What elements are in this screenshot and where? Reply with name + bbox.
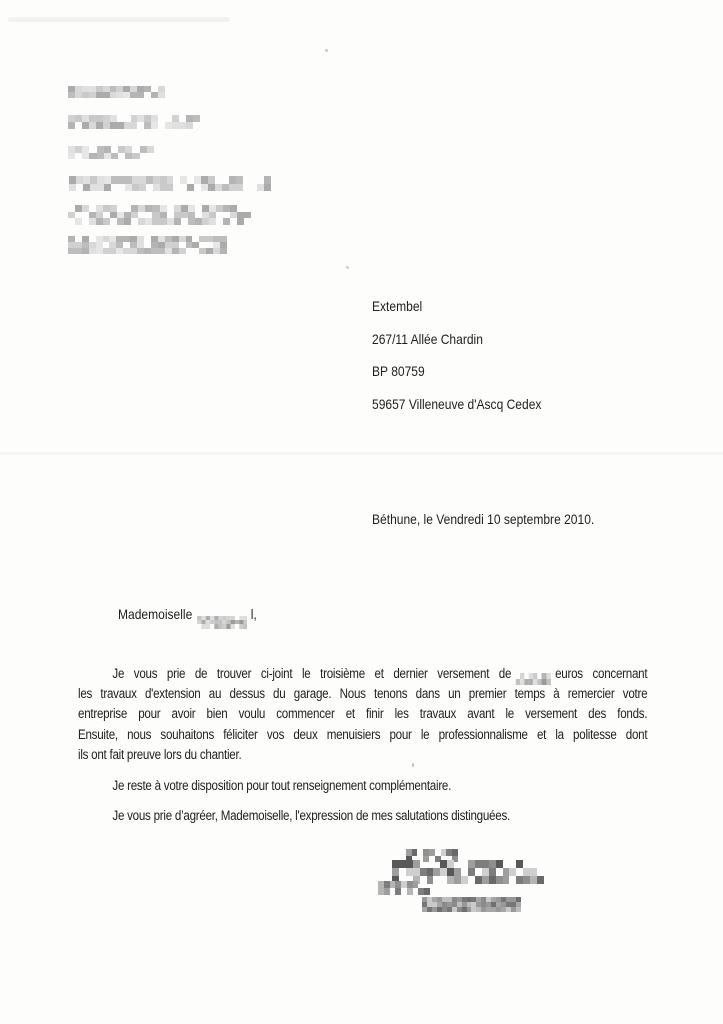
scan-speck [346,266,349,269]
recipient-name: Extembel [372,298,423,314]
body-paragraph-3: Je vous prie d’agréer, Mademoiselle, l'expression de mes salutations distinguées. [112,808,510,823]
scan-fold-line [0,452,723,455]
recipient-address-block [372,290,541,420]
body-text: Je vous prie de trouver ci-joint le troisième et dernier versement de [112,666,512,681]
redacted-signature-scribble [378,881,430,895]
recipient-po-box: BP 80759 [372,363,425,379]
redacted-sender-line [68,86,165,98]
redacted-sender-line [68,236,227,254]
body-line: Ensuite, nous souhaitons féliciter vos deux menuisiers pour le professionnalisme et la politesse dont [78,726,648,742]
redacted-recipient-name [197,616,247,629]
salutation-suffix: l, [250,606,257,622]
redacted-sender-line [68,146,154,159]
dateline: Béthune, le Vendredi 10 septembre 2010. [372,511,595,527]
redacted-signature-name [422,897,521,912]
body-paragraph-2: Je reste à votre disposition pour tout renseignement complémentaire. [112,778,452,793]
scan-smudge [8,17,230,22]
body-line: les travaux d'extension au dessus du garage. Nous tenons dans un premier temps à remercier votre [78,686,648,702]
redacted-amount [516,673,551,685]
recipient-city-line: 59657 Villeneuve d'Ascq Cedex [372,395,542,412]
redacted-sender-line [68,205,251,225]
body-line: entreprise pour avoir bien voulu commencer et finir les travaux avant le versement des fonds. [78,706,648,722]
redacted-sender-line [68,115,200,129]
salutation [118,604,257,629]
salutation-text: Mademoiselle [118,606,193,622]
recipient-address-line: 267/11 Allée Chardin [372,330,483,347]
redacted-sender-line [69,176,271,191]
body-line [78,664,647,684]
body-text: euros concernant [555,666,648,681]
body-paragraph-1 [78,664,647,765]
body-line: ils ont fait preuve lors du chantier. [78,746,242,762]
scan-speck [325,49,328,52]
